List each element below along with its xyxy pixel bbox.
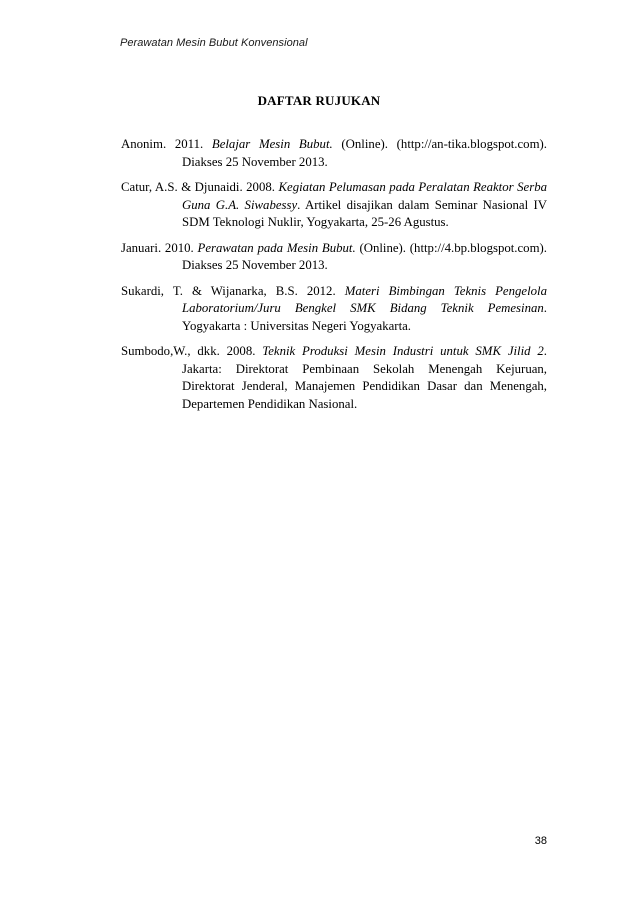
reference-authors-year: Sumbodo,W., dkk. 2008. — [121, 344, 263, 358]
reference-title: Belajar Mesin Bubut. — [211, 137, 333, 151]
reference-title: Perawatan pada Mesin Bubut. — [197, 240, 356, 255]
reference-authors-year: Catur, A.S. & Djunaidi. 2008. — [121, 180, 279, 194]
running-header: Perawatan Mesin Bubut Konvensional — [120, 37, 308, 49]
reference-entry — [121, 179, 547, 232]
reference-details: (Online). (http://4.bp.blogspot.com). Diakses 25 November 2013. — [182, 240, 547, 272]
reference-entry — [121, 283, 547, 336]
reference-authors-year: Anonim. 2011. — [121, 137, 212, 151]
reference-details: (Online). (http://an-tika.blogspot.com). Diakses 25 November 2013. — [182, 137, 547, 169]
reference-entry — [121, 136, 547, 171]
reference-list — [121, 136, 547, 421]
reference-entry — [121, 343, 547, 413]
reference-title: Materi Bimbingan Teknis Pengelola Laboratorium/Juru Bengkel SMK Bidang Teknik Pemesinan — [182, 283, 547, 315]
page-title: DAFTAR RUJUKAN — [257, 93, 381, 108]
reference-entry — [121, 240, 547, 275]
reference-details: . Yogyakarta : Universitas Negeri Yogyakarta. — [182, 301, 547, 333]
reference-authors-year: Sukardi, T. & Wijanarka, B.S. 2012. — [121, 283, 345, 298]
reference-details: . Artikel disajikan dalam Seminar Nasional IV SDM Teknologi Nuklir, Yogyakarta, 25-26 Agustus. — [182, 197, 547, 229]
reference-authors-year: Januari. 2010. — [121, 240, 198, 255]
reference-title: Teknik Produksi Mesin Industri untuk SMK Jilid 2 — [262, 344, 544, 358]
page-number: 38 — [534, 835, 547, 847]
reference-title: Kegiatan Pelumasan pada Peralatan Reaktor Serba Guna G.A. Siwabessy — [182, 180, 547, 212]
reference-details: . Jakarta: Direktorat Pembinaan Sekolah Menengah Kejuruan, Direktorat Jenderal, Manajemen Pendidikan Dasar dan Menengah, Departemen Pendidikan Nasional. — [182, 344, 547, 411]
